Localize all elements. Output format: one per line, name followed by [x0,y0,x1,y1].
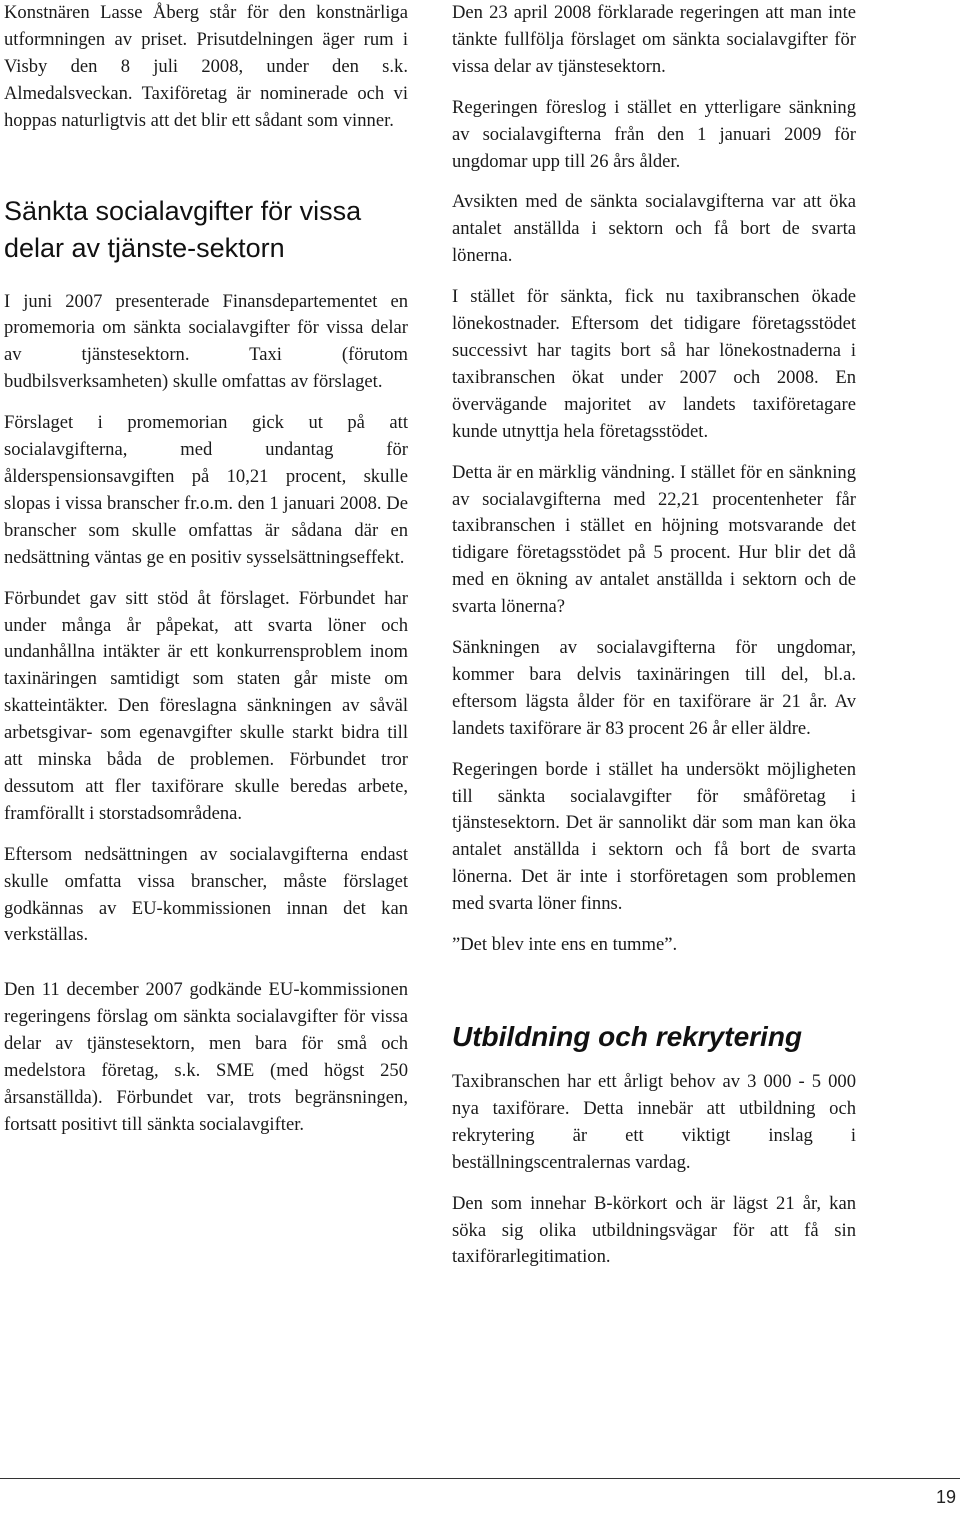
paragraph: I stället för sänkta, fick nu taxibranschen ökade lönekostnader. Eftersom det tidigare företagsstödet successivt har tagits bort så har lönekostnaderna i taxibranschen ökat under 2007 och 2008. En övervägande majoritet av landets taxiföretagare kunde utnyttja hela företagsstödet. [452,286,856,442]
left-column [4,0,408,1139]
page-number: 19 [935,1487,956,1507]
section-heading: Utbildning och rekrytering [452,1021,803,1052]
paragraph: Konstnären Lasse Åberg står för den konstnärliga utformningen av priset. Prisutdelningen äger rum i Visby den 8 juli 2008, under den s.k. Almedalsveckan. Taxiföretag är nominerade och vi hoppas naturligtvis att det blir ett sådant som vinner. [4,2,408,131]
paragraph: Regeringen borde i stället ha undersökt möjligheten till sänkta socialavgifter för småföretag i tjänstesektorn. Det är sannolikt där som man kan öka antalet anställda i sektorn och få bort de svarta lönerna. Det är inte i storföretagen som problemen med svarta löner finns. [452,758,856,915]
section-heading: Sänkta socialavgifter för vissa delar av tjänste-sektorn [4,195,362,263]
paragraph: Den som innehar B-körkort och är lägst 21 år, kan söka sig olika utbildningsvägar för att få sin taxiförarlegitimation. [452,1192,856,1268]
paragraph: Avsikten med de sänkta socialavgifterna var att öka antalet anställda i sektorn och få bort de svarta lönerna. [452,191,856,267]
paragraph: Den 23 april 2008 förklarade regeringen att man inte tänkte fullfölja förslaget om sänkta socialavgifter för vissa delar av tjänstesektorn. [452,2,856,77]
paragraph: Detta är en märklig vändning. I stället för en sänkning av socialavgifterna med 22,21 procentenheter får taxibranschen i stället en höjning motsvarande det tidigare företagsstödet på 5 procent. Hur blir det då med en ökning av antalet anställda i sektorn och de svarta lönerna? [452,461,856,618]
paragraph: Taxibranschen har ett årligt behov av 3 000 - 5 000 nya taxiförare. Detta innebär att utbildning och rekrytering är ett viktigt inslag i beställningscentralernas vardag. [452,1071,856,1173]
footer-rule [0,1478,960,1479]
paragraph: Regeringen föreslog i stället en ytterligare sänkning av socialavgifterna från den 1 januari 2009 för ungdomar upp till 26 års ålder. [452,96,856,172]
right-column [452,0,856,1271]
paragraph: I juni 2007 presenterade Finansdepartementet en promemoria om sänkta socialavgifter för vissa delar av tjänstesektorn. Taxi (förutom budbilsverksamheten) skulle omfattas av förslaget. [4,290,408,393]
paragraph: Förslaget i promemorian gick ut på att socialavgifterna, med undantag för ålderspensionsavgiften på 10,21 procent, skulle slopas i vissa branscher fr.o.m. den 1 januari 2008. De branscher som skulle omfattas är sådana där en nedsättning väntas ge en positiv sysselsättningseffekt. [4,412,408,568]
quote: ”Det blev inte ens en tumme”. [452,934,678,956]
paragraph: Eftersom nedsättningen av socialavgifterna endast skulle omfatta vissa branscher, måste förslaget godkännas av EU-kommissionen innan det kan verkställas. [4,843,408,946]
paragraph: Sänkningen av socialavgifterna för ungdomar, kommer bara delvis taxinäringen till del, bl.a. eftersom lägsta ålder för en taxiförare är 21 år. Av landets taxiförare är 83 procent 26 år eller äldre. [452,637,856,739]
paragraph: Den 11 december 2007 godkände EU-kommissionen regeringens förslag om sänkta socialavgifter för vissa delar av tjänstesektorn, men bara för små och medelstora företag, s.k. SME (med högst 250 årsanställda). Förbundet var, trots begränsningen, fortsatt positivt till sänkta socialavgifter. [4,979,408,1135]
paragraph: Förbundet gav sitt stöd åt förslaget. Förbundet har under många år påpekat, att svarta löner och undanhållna intäkter är ett konkurrensproblem inom taxinäringen samtidigt som staten går miste om skatteintäkter. Den föreslagna sänkningen av såväl arbetsgivar- som egenavgifter skulle starkt bidra till att minska båda de problemen. Förbundet tror dessutom att fler taxiförare skulle beredas arbete, framförallt i storstadsområdena. [4,587,408,824]
